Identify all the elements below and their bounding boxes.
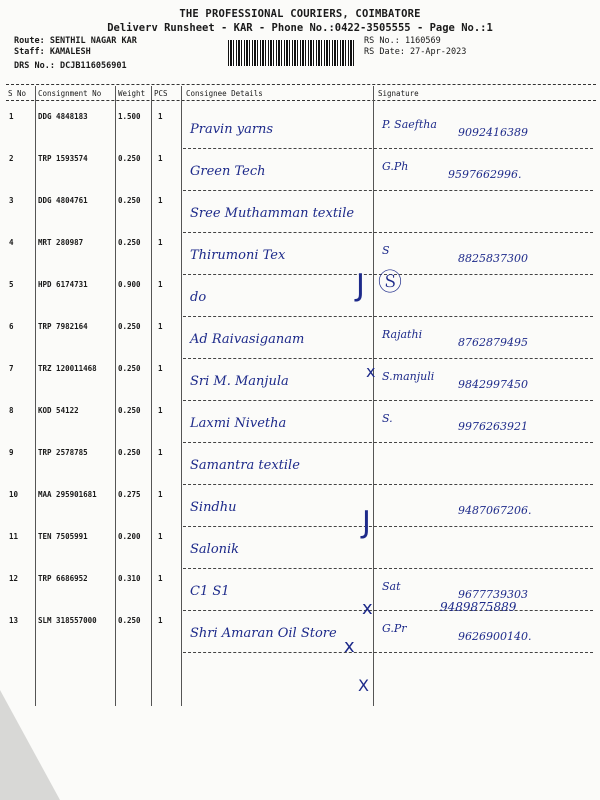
consignee-name: Sri M. Manjula: [190, 374, 289, 389]
cell-sno: 5: [9, 280, 14, 289]
table-row: [0, 406, 600, 448]
table-row: [0, 448, 600, 490]
consignee-name: Salonik: [190, 542, 240, 557]
runsheet-title: Deliverv Runsheet - KAR - Phone No.:0422-3505555 - Page No.:1: [107, 22, 493, 34]
cell-consignment: TRP 6686952: [38, 574, 88, 583]
cell-pcs: 1: [158, 532, 163, 541]
cell-weight: 0.250: [118, 448, 141, 457]
receiver-phone: 9092416389: [458, 126, 528, 139]
consignee-name: Green Tech: [190, 164, 266, 179]
rs-number: RS No.: 1160569: [364, 36, 441, 46]
cell-pcs: 1: [158, 574, 163, 583]
cell-weight: 1.500: [118, 112, 141, 121]
receiver-phone: 9677739303: [458, 588, 528, 601]
table-row: [0, 196, 600, 238]
col-consignment: Consignment No: [38, 89, 102, 98]
cell-consignment: TRP 2578785: [38, 448, 88, 457]
ink-x-mark: X: [358, 676, 369, 695]
receiver-signature: G.Ph: [382, 160, 409, 173]
row-divider: [183, 148, 593, 149]
ink-x-mark: x: [344, 636, 355, 657]
table-row: [0, 238, 600, 280]
cell-pcs: 1: [158, 364, 163, 373]
folded-corner: [0, 690, 60, 800]
cell-pcs: 1: [158, 238, 163, 247]
column-divider: [6, 100, 596, 101]
receiver-phone: 9487067206.: [458, 504, 532, 517]
receiver-phone: 8762879495: [458, 336, 528, 349]
receiver-phone: 9976263921: [458, 420, 528, 433]
cell-consignment: DDG 4804761: [38, 196, 88, 205]
consignee-name: Thirumoni Tex: [190, 248, 286, 263]
cell-weight: 0.275: [118, 490, 141, 499]
header-divider: [6, 84, 596, 85]
cell-consignment: TRZ 120011468: [38, 364, 97, 373]
cell-consignment: MRT 280987: [38, 238, 84, 247]
row12-extra-phone: 9489875889: [440, 600, 517, 614]
row-divider: [183, 568, 593, 569]
row-divider: [183, 442, 593, 443]
cell-weight: 0.900: [118, 280, 141, 289]
col-weight: Weight: [118, 89, 146, 98]
cell-weight: 0.310: [118, 574, 141, 583]
receiver-phone: 8825837300: [458, 252, 528, 265]
col-pcs: PCS: [154, 89, 168, 98]
table-row: [0, 322, 600, 364]
cell-consignment: TEN 7505991: [38, 532, 88, 541]
row-divider: [183, 484, 593, 485]
receiver-signature: Sat: [382, 580, 401, 593]
ink-x-mark: x: [362, 598, 373, 619]
ink-stroke: J: [362, 505, 371, 540]
receiver-phone: 9597662996.: [448, 168, 522, 181]
cell-pcs: 1: [158, 322, 163, 331]
consignee-name: C1 S1: [190, 584, 230, 599]
cell-pcs: 1: [158, 448, 163, 457]
cell-consignment: DDG 4848183: [38, 112, 88, 121]
company-title: THE PROFESSIONAL COURIERS, COIMBATORE: [179, 8, 421, 20]
consignee-name: Shri Amaran Oil Store: [190, 626, 337, 641]
ink-x-mark: x: [366, 362, 376, 381]
staff-label: Staff: KAMALESH: [14, 47, 91, 57]
cell-pcs: 1: [158, 112, 163, 121]
cell-weight: 0.250: [118, 406, 141, 415]
cell-sno: 12: [9, 574, 19, 583]
cell-sno: 3: [9, 196, 14, 205]
cell-weight: 0.250: [118, 154, 141, 163]
col-signature: Signature: [378, 89, 419, 98]
cell-pcs: 1: [158, 406, 163, 415]
consignee-name: Pravin yarns: [190, 122, 274, 137]
cell-sno: 1: [9, 112, 14, 121]
row-divider: [183, 358, 593, 359]
barcode: [228, 40, 354, 66]
cell-weight: 0.250: [118, 238, 141, 247]
receiver-signature: Rajathi: [382, 328, 423, 341]
row-divider: [183, 400, 593, 401]
row-divider: [183, 610, 593, 611]
consignee-name: do: [190, 290, 207, 305]
table-row: [0, 112, 600, 154]
receiver-signature: S.: [382, 412, 393, 425]
table-row: [0, 154, 600, 196]
table-row: [0, 532, 600, 574]
receiver-signature: G.Pr: [382, 622, 407, 635]
cell-sno: 2: [9, 154, 14, 163]
cell-consignment: MAA 295901681: [38, 490, 97, 499]
receiver-signature: S: [382, 244, 390, 257]
row-divider: [183, 232, 593, 233]
consignee-name: Ad Raivasiganam: [190, 332, 305, 347]
cell-pcs: 1: [158, 154, 163, 163]
cell-pcs: 1: [158, 280, 163, 289]
cell-sno: 9: [9, 448, 14, 457]
circled-mark: Ⓢ: [378, 268, 402, 296]
cell-pcs: 1: [158, 616, 163, 625]
cell-consignment: SLM 318557000: [38, 616, 97, 625]
row-divider: [183, 652, 593, 653]
table-row: [0, 616, 600, 658]
table-row: [0, 490, 600, 532]
cell-consignment: TRP 7982164: [38, 322, 88, 331]
cell-weight: 0.250: [118, 196, 141, 205]
row-divider: [183, 190, 593, 191]
receiver-phone: 9842997450: [458, 378, 528, 391]
cell-consignment: TRP 1593574: [38, 154, 88, 163]
route-label: Route: SENTHIL NAGAR KAR: [14, 36, 137, 46]
consignee-name: Sindhu: [190, 500, 237, 515]
rs-date: RS Date: 27-Apr-2023: [364, 47, 467, 57]
ink-stroke: J: [356, 268, 365, 303]
table-row: [0, 280, 600, 322]
cell-consignment: HPD 6174731: [38, 280, 88, 289]
col-consignee: Consignee Details: [186, 89, 263, 98]
cell-sno: 10: [9, 490, 19, 499]
consignee-name: Laxmi Nivetha: [190, 416, 287, 431]
cell-sno: 6: [9, 322, 14, 331]
consignee-name: Sree Muthamman textile: [190, 206, 355, 221]
receiver-signature: S.manjuli: [382, 370, 435, 383]
row-divider: [183, 526, 593, 527]
cell-weight: 0.250: [118, 616, 141, 625]
cell-pcs: 1: [158, 490, 163, 499]
receiver-phone: 9626900140.: [458, 630, 532, 643]
table-row: [0, 364, 600, 406]
cell-weight: 0.200: [118, 532, 141, 541]
cell-sno: 4: [9, 238, 14, 247]
receiver-signature: P. Saeftha: [382, 118, 437, 131]
cell-consignment: KOD 54122: [38, 406, 79, 415]
col-sno: S No: [8, 89, 27, 98]
cell-weight: 0.250: [118, 322, 141, 331]
drs-number: DRS No.: DCJB116056901: [14, 61, 127, 71]
cell-sno: 13: [9, 616, 19, 625]
cell-sno: 7: [9, 364, 14, 373]
cell-weight: 0.250: [118, 364, 141, 373]
cell-pcs: 1: [158, 196, 163, 205]
cell-sno: 8: [9, 406, 14, 415]
cell-sno: 11: [9, 532, 19, 541]
consignee-name: Samantra textile: [190, 458, 300, 473]
row-divider: [183, 316, 593, 317]
